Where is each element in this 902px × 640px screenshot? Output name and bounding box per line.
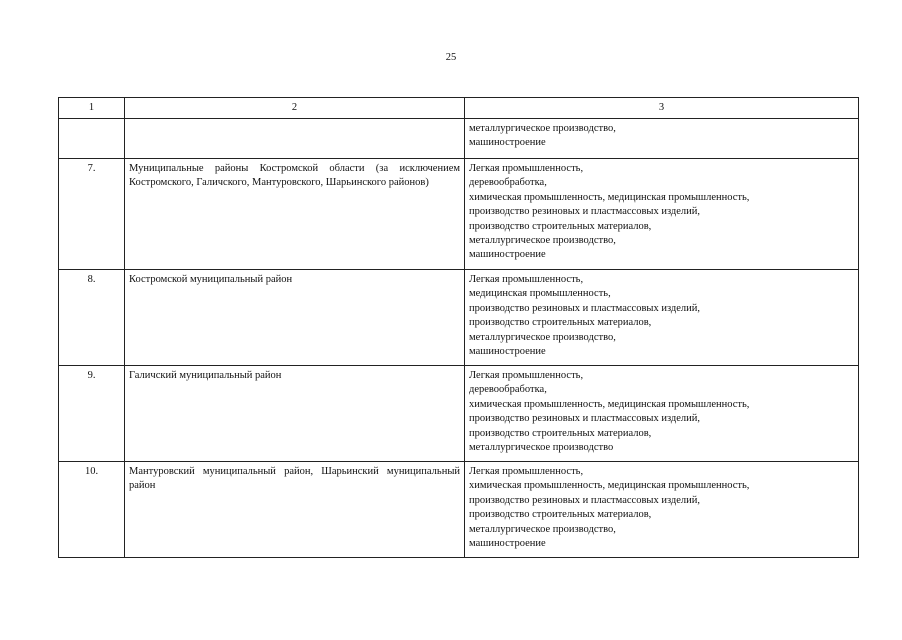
row-number-cell: 8. (59, 270, 125, 366)
industry-line: производство резиновых и пластмассовых изделий, (469, 413, 701, 425)
region-cell (125, 119, 465, 159)
industry-line: деревообработка, (469, 177, 547, 189)
industry-line: производство строительных материалов, (469, 317, 652, 329)
region-cell: Галичский муниципальный район (125, 366, 465, 462)
industry-line: металлургическое производство (469, 442, 614, 454)
industry-line: деревообработка, (469, 384, 547, 396)
industry-line: металлургическое производство, (469, 235, 616, 247)
industry-line: производство резиновых и пластмассовых изделий, (469, 494, 701, 506)
table-row (59, 119, 859, 159)
table-row (59, 366, 859, 462)
industries-cell (465, 119, 859, 159)
table-header-row (59, 98, 859, 119)
industry-line: машиностроение (469, 137, 546, 149)
industry-line: производство строительных материалов, (469, 427, 652, 439)
industry-line: машиностроение (469, 249, 546, 261)
region-cell: Костромской муниципальный район (125, 270, 465, 366)
row-number-cell: 9. (59, 366, 125, 462)
regions-industries-table (58, 97, 859, 558)
region-cell: Муниципальные районы Костромской области (за исключением Костромского, Галичского, Мантуровского, Шарьинского районов) (125, 159, 465, 270)
region-cell: Мантуровский муниципальный район, Шарьинский муниципальный район (125, 462, 465, 558)
page-number: 25 (445, 52, 457, 63)
industries-cell (465, 270, 859, 366)
row-number-cell: 10. (59, 462, 125, 558)
table-row (59, 462, 859, 558)
table-row (59, 270, 859, 366)
industry-line: Легкая промышленность, (469, 370, 584, 381)
industry-line: металлургическое производство, (469, 523, 616, 535)
industries-cell (465, 366, 859, 462)
column-header-region: 2 (125, 98, 465, 119)
industry-line: Легкая промышленность, (469, 274, 584, 285)
industry-line: Легкая промышленность, (469, 163, 584, 174)
industry-line: химическая промышленность, медицинская промышленность, (469, 398, 750, 410)
column-header-number: 1 (59, 98, 125, 119)
industry-line: химическая промышленность, медицинская промышленность, (469, 480, 750, 492)
industry-line: производство строительных материалов, (469, 220, 652, 232)
table-row (59, 159, 859, 270)
industries-cell (465, 462, 859, 558)
industry-line: производство строительных материалов, (469, 509, 652, 521)
industry-line: производство резиновых и пластмассовых изделий, (469, 206, 701, 218)
column-header-industries: 3 (465, 98, 859, 119)
industry-line: металлургическое производство, (469, 123, 616, 134)
industry-line: металлургическое производство, (469, 331, 616, 343)
row-number-cell: 7. (59, 159, 125, 270)
industry-line: Легкая промышленность, (469, 466, 584, 477)
industry-line: медицинская промышленность, (469, 288, 611, 300)
row-number-cell (59, 119, 125, 159)
industry-line: машиностроение (469, 346, 546, 358)
industries-cell (465, 159, 859, 270)
industry-line: химическая промышленность, медицинская промышленность, (469, 191, 750, 203)
industry-line: машиностроение (469, 538, 546, 550)
industry-line: производство резиновых и пластмассовых изделий, (469, 302, 701, 314)
